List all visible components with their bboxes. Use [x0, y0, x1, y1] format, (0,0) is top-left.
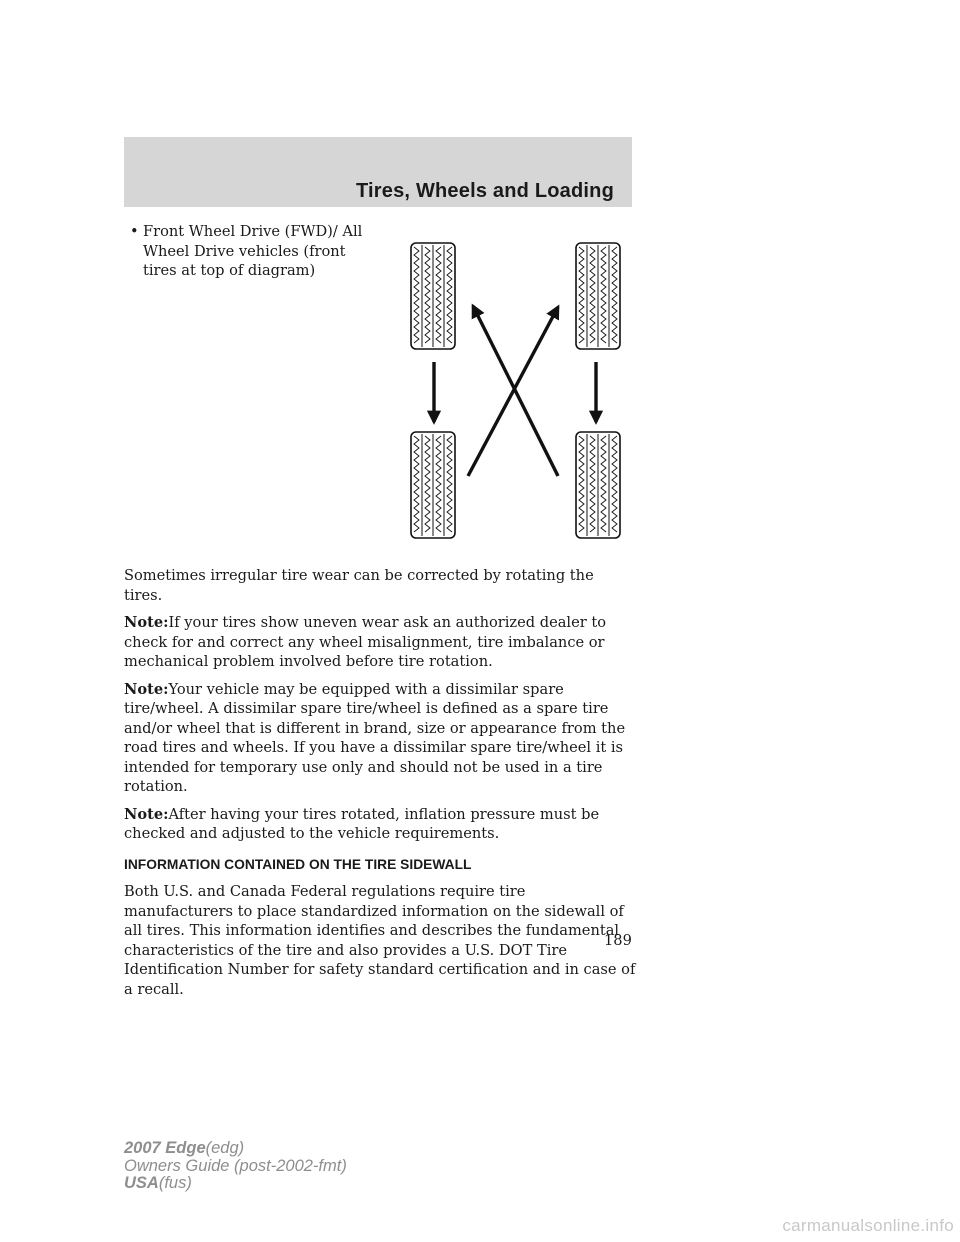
section-title: Tires, Wheels and Loading — [355, 180, 614, 202]
sidewall-subheading: INFORMATION CONTAINED ON THE TIRE SIDEWALL — [124, 856, 472, 872]
footer-line-guide: Owners Guide (post-2002-fmt) — [124, 1156, 347, 1175]
note-label: Note: — [124, 614, 169, 631]
watermark: carmanualsonline.info — [782, 1216, 954, 1235]
bullet-text: Front Wheel Drive (FWD)/ All Wheel Drive vehicles (front tires at top of diagram) — [143, 223, 363, 279]
note-paragraph-2 — [124, 680, 636, 797]
page-number: 189 — [604, 932, 632, 949]
footer-market-code: (fus) — [158, 1174, 192, 1192]
section-header-band — [124, 137, 632, 207]
bullet-item — [130, 222, 380, 281]
intro-paragraph: Sometimes irregular tire wear can be corrected by rotating the tires. — [124, 567, 594, 604]
footer-line-model — [124, 1140, 347, 1158]
note-text: After having your tires rotated, inflation pressure must be checked and adjusted to the vehicle requirements. — [124, 805, 600, 842]
note-text: If your tires show uneven wear ask an authorized dealer to check for and correct any wheel misalignment, tire imbalance or mechanical problem involved before tire rotation. — [124, 614, 606, 670]
rear-right-tire — [576, 432, 620, 538]
bullet-marker: • — [130, 223, 139, 240]
sidewall-paragraph: Both U.S. and Canada Federal regulations require tire manufacturers to place standardized information on the sidewall of all tires. This information identifies and describes the fundamental characteristics of the tire and also provides a U.S. DOT Tire Identification Number for safety standard certification and in case of a recall. — [124, 883, 636, 998]
footer-model: 2007 Edge — [124, 1139, 206, 1157]
note-text: Your vehicle may be equipped with a dissimilar spare tire/wheel. A dissimilar spare tire/wheel is defined as a spare tire and/or wheel that is different in brand, size or appearance from the road tires and wheels. If you have a dissimilar spare tire/wheel it is intended for temporary use only and should not be used in a tire rotation. — [124, 680, 626, 795]
document-footer — [124, 1140, 347, 1193]
note-paragraph-3 — [124, 805, 636, 844]
footer-model-code: (edg) — [205, 1139, 245, 1157]
front-right-tire — [576, 243, 620, 349]
note-label: Note: — [124, 805, 169, 823]
footer-line-market — [124, 1175, 347, 1193]
front-left-tire — [411, 243, 455, 349]
note-label: Note: — [124, 680, 169, 698]
footer-market: USA — [124, 1174, 159, 1192]
body-text — [124, 566, 636, 1007]
rear-left-tire — [411, 432, 455, 538]
note-paragraph-1 — [124, 613, 636, 672]
tire-rotation-diagram — [400, 235, 632, 541]
